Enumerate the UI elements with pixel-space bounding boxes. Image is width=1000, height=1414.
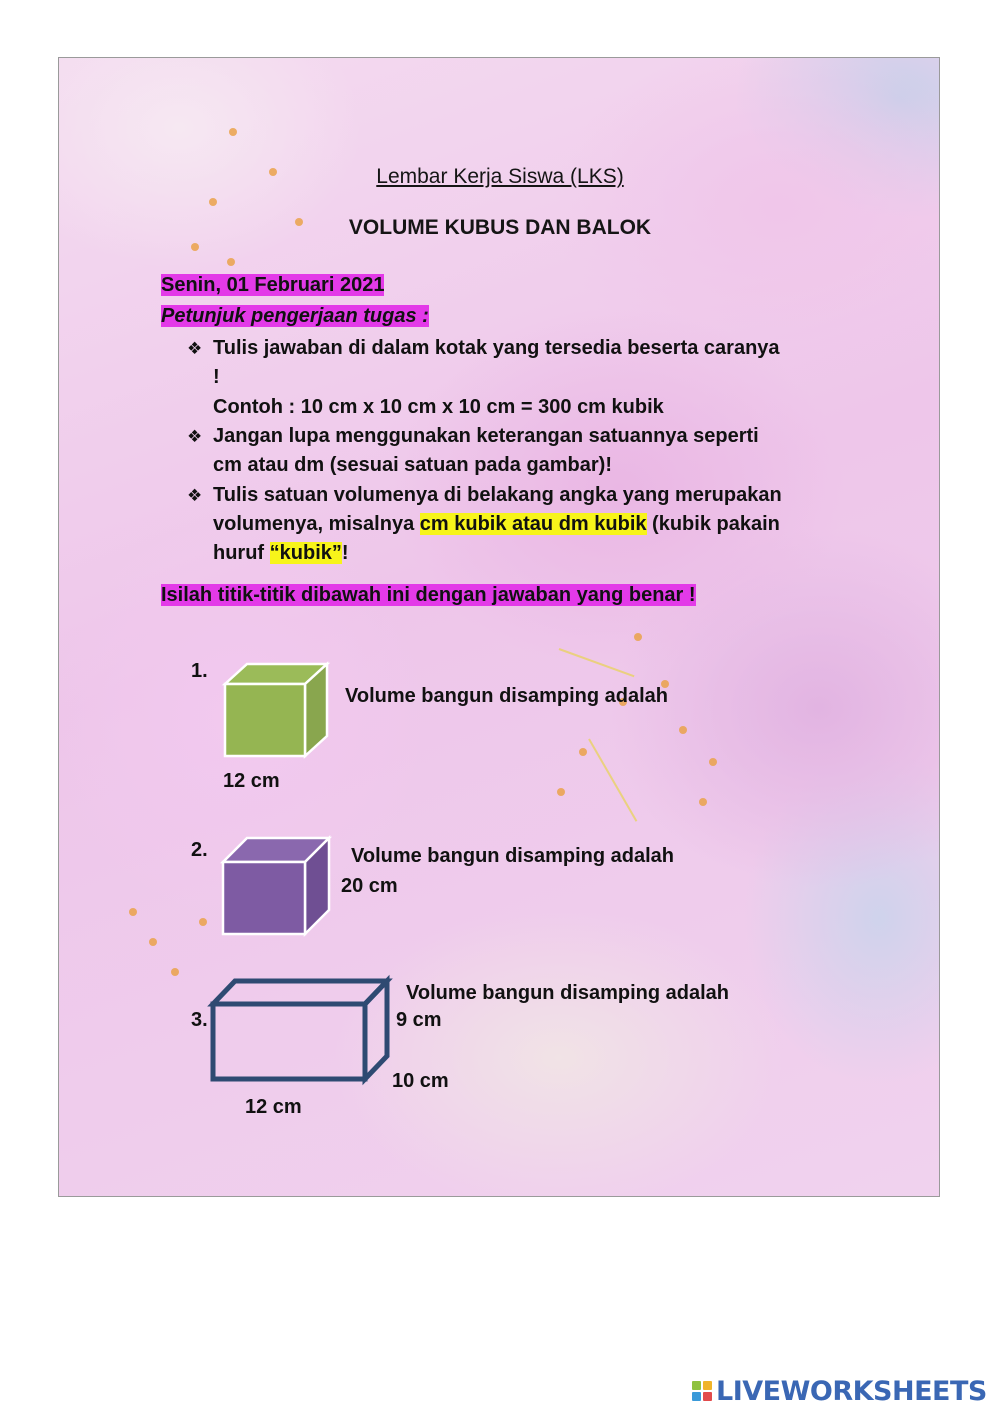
dimension-label: 20 cm xyxy=(341,875,398,897)
cube-figure xyxy=(219,836,334,938)
diamond-bullet-icon: ❖ xyxy=(187,427,203,446)
cuboid-side-face xyxy=(365,981,387,1079)
question-prompt: Volume bangun disamping adalah xyxy=(406,982,729,1004)
worksheet-title: Lembar Kerja Siswa (LKS) xyxy=(376,165,624,188)
cube-front-face xyxy=(223,862,305,934)
worksheet-page xyxy=(58,57,940,1197)
instructions-heading: Petunjuk pengerjaan tugas : xyxy=(161,305,429,327)
instruction-item: ❖ Jangan lupa menggunakan keterangan satuannya seperti cm atau dm (sesuai satuan pada gambar)! xyxy=(187,422,787,480)
cuboid-front-face xyxy=(213,1004,365,1079)
question-number: 2. xyxy=(191,839,208,861)
diamond-bullet-icon: ❖ xyxy=(187,339,203,358)
cuboid-figure xyxy=(207,978,397,1084)
liveworksheets-logo-icon xyxy=(692,1381,712,1401)
question-number: 3. xyxy=(191,1009,208,1031)
cuboid-top-face xyxy=(213,981,387,1004)
dimension-label: 9 cm xyxy=(396,1009,442,1031)
dimension-label: 12 cm xyxy=(223,770,280,792)
task-instruction: Isilah titik-titik dibawah ini dengan jawaban yang benar ! xyxy=(161,584,696,606)
instruction-item: ❖ Tulis satuan volumenya di belakang angka yang merupakan volumenya, misalnya cm kubik atau dm kubik (kubik pakain huruf “kubik”! xyxy=(187,481,787,568)
cube-figure xyxy=(219,660,334,760)
question-number: 1. xyxy=(191,660,208,682)
instruction-item: ❖ Tulis jawaban di dalam kotak yang tersedia beserta caranya ! xyxy=(187,334,787,392)
highlighted-kubik: “kubik” xyxy=(269,542,342,564)
liveworksheets-logo[interactable] xyxy=(692,1375,987,1407)
cube-front-face xyxy=(225,684,305,756)
instruction-example: Contoh : 10 cm x 10 cm x 10 cm = 300 cm kubik xyxy=(213,396,664,418)
dimension-label: 12 cm xyxy=(245,1096,302,1118)
logo-text: LIVEWORKSHEETS xyxy=(716,1375,987,1407)
diamond-bullet-icon: ❖ xyxy=(187,486,203,505)
worksheet-subtitle: VOLUME KUBUS DAN BALOK xyxy=(348,216,652,239)
instruction-list xyxy=(187,334,787,569)
worksheet-date: Senin, 01 Februari 2021 xyxy=(161,274,385,296)
highlighted-unit-example: cm kubik atau dm kubik xyxy=(419,513,647,535)
question-prompt: Volume bangun disamping adalah xyxy=(351,845,674,867)
dimension-label: 10 cm xyxy=(392,1070,449,1092)
question-prompt: Volume bangun disamping adalah xyxy=(345,685,668,707)
